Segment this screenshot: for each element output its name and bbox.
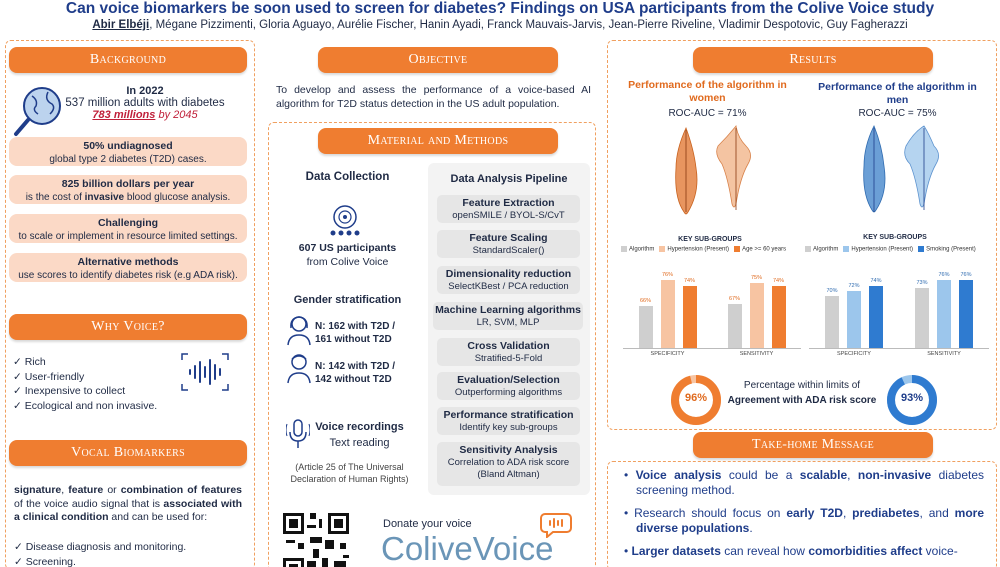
women-performance-title: Performance of the algorithm in women xyxy=(628,79,787,104)
background-heading: Background xyxy=(9,47,247,73)
chart-bar xyxy=(847,291,861,348)
legend-label: Hypertension (Present) xyxy=(667,246,730,253)
subgroups-label-women: KEY SUB-GROUPS xyxy=(678,236,742,243)
legend-swatch xyxy=(621,246,627,252)
data-collection-title: Data Collection xyxy=(305,171,390,183)
background-box-undiagnosed xyxy=(9,137,247,166)
participants-count: 607 US participants xyxy=(298,242,397,254)
legend-label: Algorithm xyxy=(629,246,655,253)
msg-text: voice- xyxy=(922,544,958,558)
box-text-post: blood glucose analysis. xyxy=(124,191,231,203)
msg-text: Research should focus on xyxy=(634,506,787,520)
gender-title: Gender stratification xyxy=(293,294,402,306)
stat-future-line xyxy=(40,109,250,121)
box-text-pre: is the cost of xyxy=(25,191,85,203)
step-detail: SelectKBest / PCA reduction xyxy=(448,281,569,292)
box-text: global type 2 diabetes (T2D) cases. xyxy=(49,153,207,165)
takehome-item-1: • Voice analysis could be a scalable, non-invasive diabetes screening method. xyxy=(624,468,984,497)
soundwave-icon xyxy=(180,352,230,392)
women-auc: ROC-AUC = 71% xyxy=(668,108,747,119)
step-detail: Correlation to ADA risk score (Bland Altman) xyxy=(447,457,570,480)
msg-text: , and xyxy=(919,506,955,520)
chart-bar xyxy=(661,280,675,348)
category-label: SPECIFICITY xyxy=(837,351,871,357)
pipeline-step-sensitivity xyxy=(437,442,580,486)
box-title: 825 billion dollars per year xyxy=(61,178,195,190)
vocal-biomarkers-definition xyxy=(14,484,242,525)
why-voice-list xyxy=(13,355,173,413)
stat-line: 537 million adults with diabetes xyxy=(65,97,225,109)
legend-label: Smoking (Present) xyxy=(926,246,976,253)
list-item: ✓ User-friendly xyxy=(13,370,85,383)
colive-voice-logo xyxy=(381,530,553,567)
x-axis-line xyxy=(623,348,801,349)
msg-text: could be a xyxy=(721,468,800,482)
list-item-label: User-friendly xyxy=(24,370,85,383)
category-label: SENSITIVITY xyxy=(927,351,961,357)
category-label: SENSITIVITY xyxy=(739,351,774,357)
msg-bold: Voice analysis xyxy=(635,468,722,482)
term-signature: signature xyxy=(14,484,62,496)
msg-bold: scalable xyxy=(799,468,848,482)
results-heading: Results xyxy=(693,47,933,73)
vocal-biomarkers-uses xyxy=(14,540,244,567)
plot-area-men xyxy=(809,258,989,360)
pipeline-step-feature-extraction xyxy=(437,195,580,223)
box-text-bold: invasive xyxy=(84,191,125,203)
bar-value-label: 73% xyxy=(916,280,928,287)
chart-bar xyxy=(639,306,653,348)
takehome-item-3: • Larger datasets can reveal how comorbidities affect voice- xyxy=(624,544,958,558)
bar-value-label: 74% xyxy=(683,277,695,284)
legend-women xyxy=(621,246,786,253)
bar-value-label: 75% xyxy=(750,275,762,281)
box-title: Challenging xyxy=(97,217,159,229)
step-title: Cross Validation xyxy=(467,340,550,352)
box-title: 50% undiagnosed xyxy=(83,140,173,152)
participants-source: from Colive Voice xyxy=(306,256,389,268)
step-detail: openSMILE / BYOL-S/CvT xyxy=(452,210,565,221)
agreement-text-1: Percentage within limits of xyxy=(743,380,861,391)
recordings-note: (Article 25 of The Universal Declaration of Human Rights) xyxy=(290,462,409,484)
msg-bold: early T2D xyxy=(786,506,843,520)
msg-text: diabetes screening method. xyxy=(636,468,984,497)
list-item: ✓ Disease diagnosis and monitoring. xyxy=(14,541,187,553)
legend-label: Algorithm xyxy=(813,246,839,253)
x-axis-line xyxy=(809,348,989,349)
msg-text: . xyxy=(749,521,753,535)
legend-swatch xyxy=(734,246,740,252)
msg-bold: non-invasive xyxy=(857,468,932,482)
msg-bold: prediabetes xyxy=(852,506,920,520)
agreement-women-value: 96% xyxy=(684,392,708,404)
author-list xyxy=(0,19,1000,31)
men-performance-title: Performance of the algorithm in men xyxy=(818,81,977,106)
msg-text: can reveal how xyxy=(720,544,809,558)
brand-voice: Voice xyxy=(472,530,554,567)
bar-value-label: 72% xyxy=(848,282,860,289)
pipeline-step-dimensionality xyxy=(437,266,580,294)
step-detail: Outperforming algorithms xyxy=(454,387,563,398)
list-item: ✓ Ecological and non invasive. xyxy=(13,399,158,412)
methods-heading: Material and Methods xyxy=(318,128,558,154)
msg-text: , xyxy=(847,468,858,482)
msg-text: , xyxy=(842,506,853,520)
chart-women xyxy=(615,246,805,374)
def-text: , xyxy=(61,484,69,496)
takehome-list xyxy=(624,468,984,559)
pipeline-title: Data Analysis Pipeline xyxy=(450,173,568,185)
brand-colive: Colive xyxy=(381,530,473,567)
bar-value-label: 66% xyxy=(639,298,651,305)
step-title: Feature Extraction xyxy=(462,197,555,209)
chart-men xyxy=(805,246,995,374)
def-text: and can be used for: xyxy=(108,511,208,523)
step-title: Dimensionality reduction xyxy=(445,268,572,280)
women-violin-plot xyxy=(640,120,790,220)
step-detail: StandardScaler() xyxy=(472,245,545,256)
list-item-label: Screening. xyxy=(25,555,76,567)
chart-bar xyxy=(683,286,697,348)
pipeline-step-performance xyxy=(437,407,580,435)
stat-future: 783 millions xyxy=(92,109,156,121)
donate-text: Donate your voice xyxy=(383,518,472,530)
def-text: or xyxy=(103,484,121,496)
pipeline-step-cross-validation xyxy=(437,338,580,366)
list-item-label: Disease diagnosis and monitoring. xyxy=(25,541,187,553)
chart-bar xyxy=(937,280,951,348)
term-combination: combination of features xyxy=(120,484,243,496)
term-association: associated with a clinical condition xyxy=(14,497,242,523)
women-counts: N: 162 with T2D / 161 without T2D xyxy=(315,321,396,345)
list-item-label: Rich xyxy=(24,356,46,368)
pipeline-step-feature-scaling xyxy=(437,230,580,258)
recordings-title: Voice recordings xyxy=(315,421,404,433)
list-item: ✓ Screening. xyxy=(14,555,76,567)
bar-value-label: 74% xyxy=(772,277,784,284)
legend-men xyxy=(805,246,976,253)
stat-year: In 2022 xyxy=(126,85,164,97)
takehome-item-2: • Research should focus on early T2D, prediabetes, and more diverse populations. xyxy=(624,506,984,535)
step-title: Sensitivity Analysis xyxy=(459,444,558,456)
bar-value-label: 70% xyxy=(826,288,838,294)
chart-bar xyxy=(772,286,786,348)
stat-future-suffix: by 2045 xyxy=(155,109,198,121)
objective-heading: Objective xyxy=(318,47,558,73)
box-title: Alternative methods xyxy=(77,256,179,268)
participants-icon xyxy=(325,203,365,239)
bar-value-label: 76% xyxy=(661,272,673,279)
legend-swatch xyxy=(918,246,924,252)
pipeline-step-ml xyxy=(433,302,583,330)
plot-area-women xyxy=(623,258,801,360)
why-voice-heading: Why Voice? xyxy=(9,314,247,340)
category-label: SPECIFICITY xyxy=(650,351,685,357)
agreement-text-2: Agreement with ADA risk score xyxy=(727,395,877,406)
first-author: Abir Elbéji xyxy=(92,19,150,31)
men-violin-plot xyxy=(830,120,980,220)
objective-text: To develop and assess the performance of a voice-based AI algorithm for T2D status detection in the US adult population. xyxy=(276,84,591,110)
msg-bold: comorbidities affect xyxy=(808,544,923,558)
msg-bold: Larger datasets xyxy=(631,544,721,558)
chart-bar xyxy=(728,304,742,348)
background-box-challenging xyxy=(9,214,247,243)
subgroups-label-men: KEY SUB-GROUPS xyxy=(863,234,927,241)
men-counts: N: 142 with T2D / 142 without T2D xyxy=(315,361,396,385)
co-authors: , Mégane Pizzimenti, Gloria Aguayo, Aurélie Fischer, Hanin Ayadi, Franck Mauvais-Jarvis, Jean-Pierre Riveline, Vladimir Despotovic, Guy Fagherazzi xyxy=(149,19,908,31)
diabetes-stat xyxy=(40,85,250,121)
term-feature: feature xyxy=(68,484,104,496)
chart-bar xyxy=(750,283,764,348)
step-detail: LR, SVM, MLP xyxy=(476,317,540,328)
microphone-icon xyxy=(286,418,310,454)
takehome-heading: Take-home Message xyxy=(693,432,933,458)
pipeline-step-evaluation xyxy=(437,372,580,400)
step-detail: Stratified-5-Fold xyxy=(474,353,543,364)
chart-bar xyxy=(869,286,883,348)
bar-value-label: 76% xyxy=(960,272,972,279)
men-auc: ROC-AUC = 75% xyxy=(858,108,937,119)
poster-title: Can voice biomarkers be soon used to screen for diabetes? Findings on USA participants from the Colive Voice study xyxy=(65,0,935,17)
man-icon xyxy=(286,352,312,384)
vocal-biomarkers-heading: Vocal Biomarkers xyxy=(9,440,247,466)
step-title: Feature Scaling xyxy=(469,232,548,244)
background-box-alternative xyxy=(9,253,247,282)
list-item: ✓ Inexpensive to collect xyxy=(13,385,126,397)
legend-swatch xyxy=(843,246,849,252)
step-title: Performance stratification xyxy=(443,409,574,421)
chart-bar xyxy=(915,288,929,348)
step-title: Evaluation/Selection xyxy=(457,374,560,386)
woman-icon xyxy=(286,314,312,346)
chart-bar xyxy=(959,280,973,348)
bar-value-label: 76% xyxy=(938,272,950,279)
recordings-type: Text reading xyxy=(329,437,390,449)
legend-swatch xyxy=(659,246,665,252)
agreement-men-value: 93% xyxy=(900,392,924,404)
step-title: Machine Learning algorithms xyxy=(435,304,581,316)
bar-value-label: 67% xyxy=(728,295,740,302)
def-text: of the voice audio signal that is xyxy=(14,497,164,510)
box-text: use scores to identify diabetes risk (e.g ADA risk). xyxy=(18,269,238,281)
list-item-label: Inexpensive to collect xyxy=(24,385,126,397)
list-item-label: Ecological and non invasive. xyxy=(24,399,158,412)
list-item: ✓ Rich xyxy=(13,356,46,368)
box-text: to scale or implement in resource limited settings. xyxy=(18,230,238,242)
chart-bar xyxy=(825,296,839,348)
legend-label: Age >= 60 years xyxy=(742,246,787,253)
speech-bubble-icon xyxy=(539,512,573,538)
background-box-cost xyxy=(9,175,247,204)
legend-swatch xyxy=(805,246,811,252)
msg-bold: more diverse populations xyxy=(636,506,984,535)
legend-label: Hypertension (Present) xyxy=(851,246,914,253)
step-detail: Identify key sub-groups xyxy=(459,422,558,433)
bar-value-label: 74% xyxy=(870,277,882,284)
qr-code[interactable] xyxy=(280,510,352,567)
